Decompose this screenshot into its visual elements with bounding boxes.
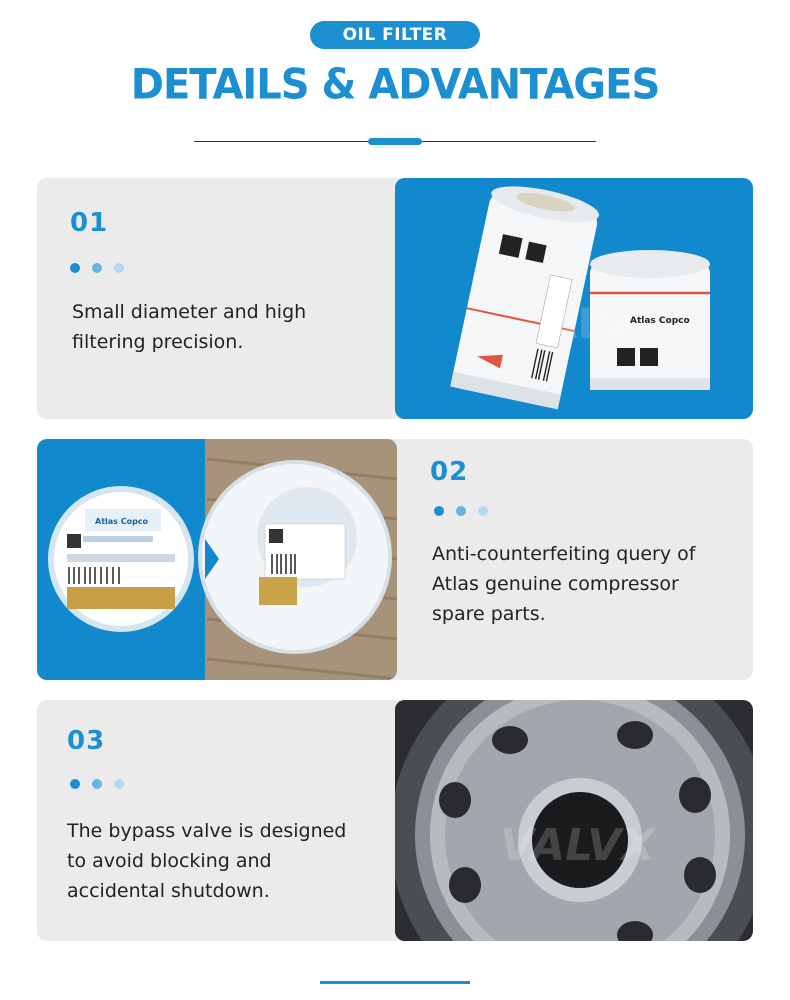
feature-card-2 — [37, 439, 753, 680]
feature-description: Anti-counterfeiting query of Atlas genuine compressor spare parts. — [432, 543, 696, 625]
feature-description: The bypass valve is designed to avoid blocking and accidental shutdown. — [67, 820, 347, 902]
svg-text:ALV: ALV — [545, 299, 631, 348]
feature-number: 03 — [67, 726, 106, 756]
decorative-dots — [434, 506, 488, 516]
section-pill: OIL FILTER — [310, 21, 480, 49]
decorative-dots — [70, 779, 124, 789]
svg-text:Atlas Copco: Atlas Copco — [95, 517, 149, 526]
title-divider-accent — [368, 138, 422, 145]
feature-card-1 — [37, 178, 753, 419]
feature-number: 02 — [430, 457, 469, 487]
bottom-accent-bar — [320, 981, 470, 984]
decorative-dots — [70, 263, 124, 273]
svg-text:VALVX: VALVX — [500, 820, 656, 871]
anti-counterfeit-photo — [37, 439, 397, 680]
oil-filters-photo — [395, 178, 753, 419]
page-title: DETAILS & ADVANTAGES — [130, 60, 660, 110]
filter-base-plate-photo — [395, 700, 753, 941]
feature-description: Small diameter and high filtering precision. — [72, 301, 307, 353]
feature-number: 01 — [70, 208, 109, 238]
svg-text:Atlas Copco: Atlas Copco — [630, 316, 690, 326]
feature-card-3 — [37, 700, 753, 941]
